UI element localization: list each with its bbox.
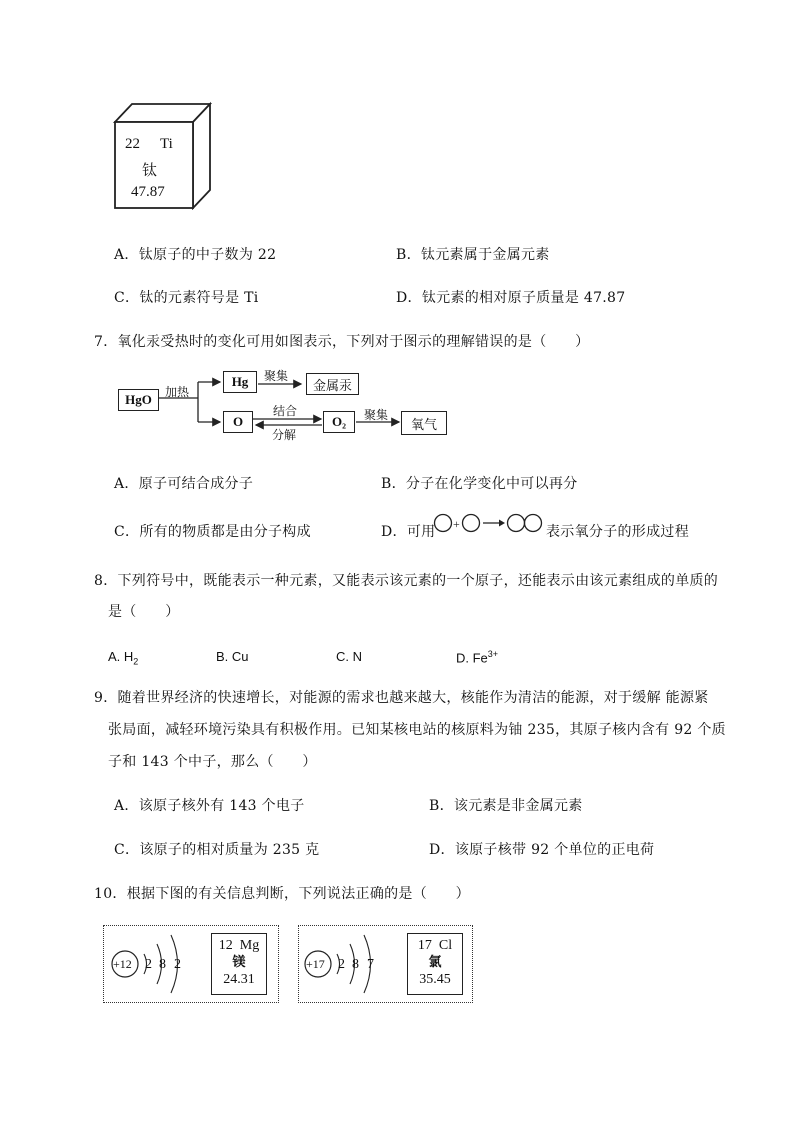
- option-text: 该原子核带 92 个单位的正电荷: [454, 842, 655, 858]
- cl-shell-2: 8: [352, 957, 359, 972]
- oxygen-molecule-formation-icon: [433, 512, 545, 538]
- metal-mercury-box: 金属汞: [306, 373, 359, 395]
- cl-shell-3: 7: [367, 957, 374, 972]
- q8-option-c[interactable]: [336, 650, 362, 663]
- q9-option-d[interactable]: [429, 843, 654, 857]
- q7-option-d-tail: 表示氧分子的形成过程: [546, 524, 689, 540]
- o2-box: O₂: [323, 411, 355, 433]
- mg-nucleus-charge: +12: [113, 957, 132, 971]
- combine-label: 结合: [273, 404, 298, 418]
- q8-option-b[interactable]: [216, 650, 249, 663]
- q7-option-a[interactable]: [114, 477, 253, 491]
- option-letter: A．: [114, 247, 139, 263]
- option-text: 钛原子的中子数为 22: [138, 247, 277, 263]
- q8-stem-line1: 8．下列符号中，既能表示一种元素，又能表示该元素的一个原子，还能表示由该元素组成的单质的: [94, 573, 719, 589]
- option-letter: C．: [114, 524, 140, 540]
- option-label: B. Cu: [216, 649, 249, 664]
- mg-atomic-number: 12: [218, 938, 233, 953]
- split-label: 分解: [272, 428, 297, 442]
- q8-stem-line2: 是（ ）: [108, 604, 180, 620]
- q8-option-d[interactable]: [456, 650, 498, 664]
- q9-option-c[interactable]: [114, 843, 319, 857]
- option-letter: B．: [396, 247, 421, 263]
- q6-option-c[interactable]: [114, 291, 259, 305]
- q6-option-d[interactable]: [396, 291, 625, 305]
- option-text: 钛元素属于金属元素: [420, 247, 550, 263]
- q9-stem-line3: 子和 143 个中子，那么（ ）: [108, 754, 317, 770]
- option-text: 分子在化学变化中可以再分: [405, 476, 578, 492]
- option-letter: D．: [429, 842, 455, 858]
- cl-mass: 35.45: [419, 971, 451, 987]
- option-letter: A．: [114, 476, 139, 492]
- option-label: D. Fe: [456, 650, 488, 666]
- o-atom-box: O: [223, 411, 253, 433]
- cl-element-card: [407, 933, 463, 995]
- superscript: 3+: [487, 649, 499, 659]
- ti-name: 钛: [142, 161, 158, 179]
- q9-stem-line2: 张局面，减轻环境污染具有积极作用。已知某核电站的核原料为铀 235，其原子核内含有 92 个质: [108, 722, 726, 738]
- option-text: 所有的物质都是由分子构成: [139, 524, 311, 540]
- ti-atomic-number: 22: [125, 136, 140, 152]
- option-letter: D．: [381, 524, 407, 540]
- q7-option-b[interactable]: [381, 477, 578, 491]
- option-letter: D．: [396, 290, 422, 306]
- option-text: 该原子核外有 143 个电子: [138, 798, 305, 814]
- oxygen-box: 氧气: [401, 411, 447, 435]
- cl-nucleus-charge: +17: [306, 957, 325, 971]
- q8-option-a[interactable]: [108, 650, 138, 667]
- heat-label: 加热: [165, 385, 190, 399]
- gather-label-1: 聚集: [264, 369, 289, 383]
- q7-option-c[interactable]: [114, 525, 311, 539]
- option-text: 钛元素的相对原子质量是 47.87: [421, 290, 626, 306]
- option-letter: B．: [429, 798, 454, 814]
- q7-stem: 7．氧化汞受热时的变化可用如图表示，下列对于图示的理解错误的是（ ）: [94, 334, 590, 350]
- option-text: 该元素是非金属元素: [453, 798, 583, 814]
- option-letter: A．: [114, 798, 139, 814]
- option-label: C. N: [336, 649, 362, 664]
- mg-mass: 24.31: [223, 971, 255, 987]
- svg-text:+: +: [453, 517, 460, 531]
- cl-atomic-number: 17: [417, 938, 432, 953]
- cl-shell-1: 2: [338, 957, 345, 972]
- option-letter: B．: [381, 476, 406, 492]
- option-label: A. H: [108, 649, 134, 664]
- option-text: 该原子的相对质量为 235 克: [139, 842, 320, 858]
- option-text: 原子可结合成分子: [138, 476, 254, 492]
- ti-symbol: Ti: [160, 136, 173, 152]
- option-text: 钛的元素符号是 Ti: [139, 290, 259, 306]
- cl-name: 氯: [428, 954, 442, 970]
- ti-mass: 47.87: [131, 184, 165, 200]
- q7-option-d[interactable]: [381, 525, 435, 539]
- option-text-before: 可用: [406, 524, 436, 540]
- q6-option-b[interactable]: [396, 248, 550, 262]
- q6-option-a[interactable]: [114, 248, 276, 262]
- option-letter: C．: [114, 842, 140, 858]
- mg-shell-3: 2: [174, 957, 181, 972]
- hgo-box: HgO: [118, 389, 159, 411]
- q9-stem-line1: 9．随着世界经济的快速增长，对能源的需求也越来越大，核能作为清洁的能源，对于缓解 能源紧: [94, 690, 709, 706]
- mg-shell-2: 8: [159, 957, 166, 972]
- mg-element-card: [211, 933, 267, 995]
- q9-option-a[interactable]: [114, 799, 305, 813]
- mg-symbol: Mg: [239, 938, 260, 953]
- gather-label-2: 聚集: [364, 408, 389, 422]
- mg-shell-1: 2: [145, 957, 152, 972]
- cl-symbol: Cl: [438, 938, 453, 953]
- subscript: 2: [133, 656, 139, 667]
- mg-name: 镁: [232, 954, 246, 970]
- hg-box: Hg: [223, 371, 257, 393]
- q9-option-b[interactable]: [429, 799, 583, 813]
- q10-stem: 10．根据下图的有关信息判断，下列说法正确的是（ ）: [94, 886, 470, 902]
- option-letter: C．: [114, 290, 140, 306]
